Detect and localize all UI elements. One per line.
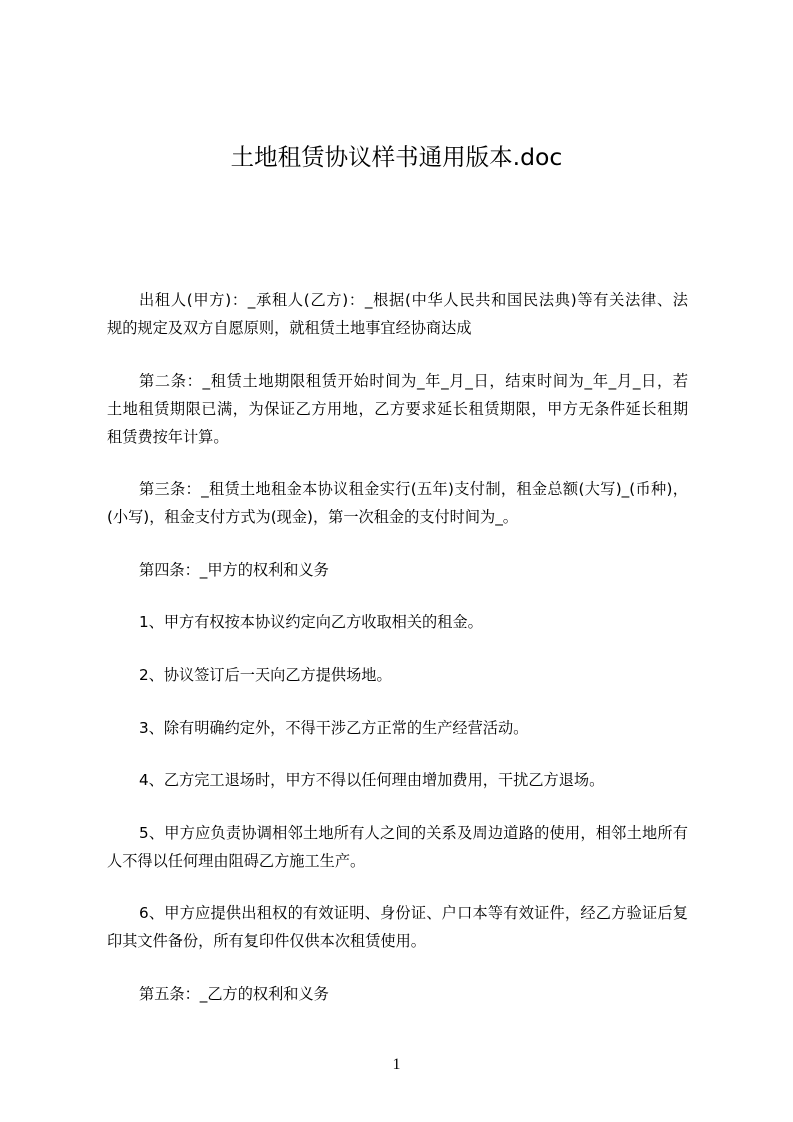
article-3-paragraph <box>107 475 688 531</box>
text-line: 印其文件备份，所有复印件仅供本次租赁使用。 <box>107 932 426 951</box>
text-line: (小写)，租金支付方式为(现金)，第一次租金的支付时间为_。 <box>107 508 518 527</box>
text-line: 租赁费按年计算。 <box>107 427 229 446</box>
text-line: 5、甲方应负责协调相邻土地所有人之间的关系及周边道路的使用，相邻土地所有 <box>139 823 688 842</box>
document-body <box>107 286 688 1033</box>
article-2-paragraph <box>107 367 688 451</box>
text-line: 4、乙方完工退场时，甲方不得以任何理由增加费用，干扰乙方退场。 <box>139 771 605 790</box>
article-5-heading <box>107 980 688 1008</box>
party-a-obligation-1 <box>107 608 688 636</box>
party-a-obligation-6 <box>107 899 688 955</box>
text-line: 出租人(甲方)：_承租人(乙方)：_根据(中华人民共和国民法典)等有关法律、法 <box>139 291 688 309</box>
text-line: 1、甲方有权按本协议约定向乙方收取相关的租金。 <box>139 613 483 632</box>
party-a-obligation-4 <box>107 766 688 794</box>
document-title: 土地租赁协议样书通用版本.doc <box>230 143 563 171</box>
party-a-obligation-3 <box>107 714 688 742</box>
text-line: 人不得以任何理由阻碍乙方施工生产。 <box>107 851 366 870</box>
preamble-paragraph <box>107 286 688 342</box>
page-number: 1 <box>392 1056 401 1073</box>
text-line: 土地租赁期限已满，为保证乙方用地，乙方要求延长租赁期限，甲方无条件延长租期 <box>107 399 688 418</box>
text-line: 规的规定及双方自愿原则，就租赁土地事宜经协商达成 <box>107 319 472 337</box>
text-line: 第五条：_乙方的权利和义务 <box>139 984 329 1003</box>
party-a-obligation-5 <box>107 819 688 875</box>
text-line: 第三条：_租赁土地租金本协议租金实行(五年)支付制，租金总额(大写)_(币种)， <box>139 480 688 499</box>
party-a-obligation-2 <box>107 661 688 689</box>
text-line: 2、协议签订后一天向乙方提供场地。 <box>139 665 392 684</box>
text-line: 3、除有明确约定外，不得干涉乙方正常的生产经营活动。 <box>139 718 529 737</box>
text-line: 第四条：_甲方的权利和义务 <box>139 560 329 579</box>
article-4-heading <box>107 556 688 584</box>
text-line: 6、甲方应提供出租权的有效证明、身份证、户口本等有效证件，经乙方验证后复 <box>139 904 688 923</box>
text-line: 第二条：_租赁土地期限租赁开始时间为_年_月_日，结束时间为_年_月_日，若 <box>139 371 688 390</box>
